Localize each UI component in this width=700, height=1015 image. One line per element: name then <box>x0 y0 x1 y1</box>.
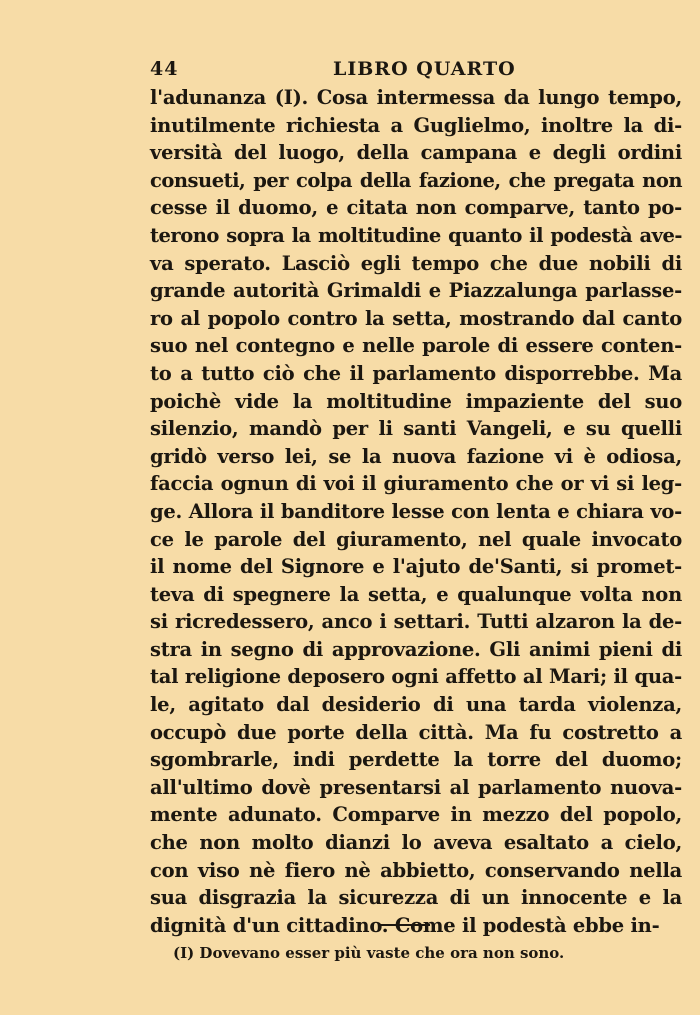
text-line: tal religione deposero ogni affetto al Mari; il qua- <box>150 665 682 689</box>
text-line: poichè vide la moltitudine impaziente del suo <box>150 389 682 413</box>
text-line: consueti, per colpa della fazione, che pregata non <box>150 168 682 192</box>
text-line: terono sopra la moltitudine quanto il podestà ave- <box>150 223 682 247</box>
text-line: suo nel contegno e nelle parole di essere conten- <box>150 334 682 358</box>
text-line: dignità d'un cittadino. Come il podestà ebbe in- <box>150 913 660 937</box>
body-text <box>150 84 682 939</box>
text-line: teva di spegnere la setta, e qualunque volta non <box>150 582 682 606</box>
text-line: mente adunato. Comparve in mezzo del popolo, <box>150 803 682 827</box>
text-line: ce le parole del giuramento, nel quale invocato <box>150 527 682 551</box>
text-line: ge. Allora il banditore lesse con lenta e chiara vo- <box>150 499 682 523</box>
text-line: con viso nè fiero nè abbietto, conservando nella <box>150 858 682 882</box>
footnote: (I) Dovevano esser più vaste che ora non sono. <box>173 944 565 962</box>
running-title: LIBRO QUARTO <box>333 58 516 80</box>
text-line: il nome del Signore e l'ajuto de'Santi, si promet- <box>150 555 682 579</box>
text-line: si ricredessero, anco i settari. Tutti alzaron la de- <box>150 610 682 634</box>
text-line: gridò verso lei, se la nuova fazione vi è odiosa, <box>150 444 682 468</box>
text-line: faccia ognun di voi il giuramento che or vi si leg- <box>150 472 682 496</box>
text-line: va sperato. Lasciò egli tempo che due nobili di <box>150 251 682 275</box>
text-line: cesse il duomo, e citata non comparve, tanto po- <box>150 196 682 220</box>
text-line: to a tutto ciò che il parlamento disporrebbe. Ma <box>150 361 682 385</box>
text-line: sgombrarle, indi perdette la torre del duomo; <box>150 748 682 772</box>
page-number: 44 <box>150 58 179 80</box>
text-line: stra in segno di approvazione. Gli animi pieni di <box>150 637 682 661</box>
text-line: grande autorità Grimaldi e Piazzalunga parlasse- <box>150 279 682 303</box>
text-line: silenzio, mandò per li santi Vangeli, e su quelli <box>150 417 682 441</box>
text-line: sua disgrazia la sicurezza di un innocente e la <box>150 886 682 910</box>
text-line: le, agitato dal desiderio di una tarda violenza, <box>150 693 682 717</box>
text-line: all'ultimo dovè presentarsi al parlamento nuova- <box>150 775 682 799</box>
text-line: occupò due porte della città. Ma fu costretto a <box>150 720 682 744</box>
text-line: versità del luogo, della campana e degli ordini <box>150 141 682 165</box>
text-line: l'adunanza (I). Cosa intermessa da lungo tempo, <box>150 86 682 109</box>
text-line: inutilmente richiesta a Guglielmo, inoltre la di- <box>150 113 682 137</box>
footnote-separator <box>380 924 430 926</box>
page-header <box>150 58 680 84</box>
text-line: ro al popolo contro la setta, mostrando dal canto <box>150 306 682 330</box>
text-line: che non molto dianzi lo aveva esaltato a cielo, <box>150 831 682 855</box>
